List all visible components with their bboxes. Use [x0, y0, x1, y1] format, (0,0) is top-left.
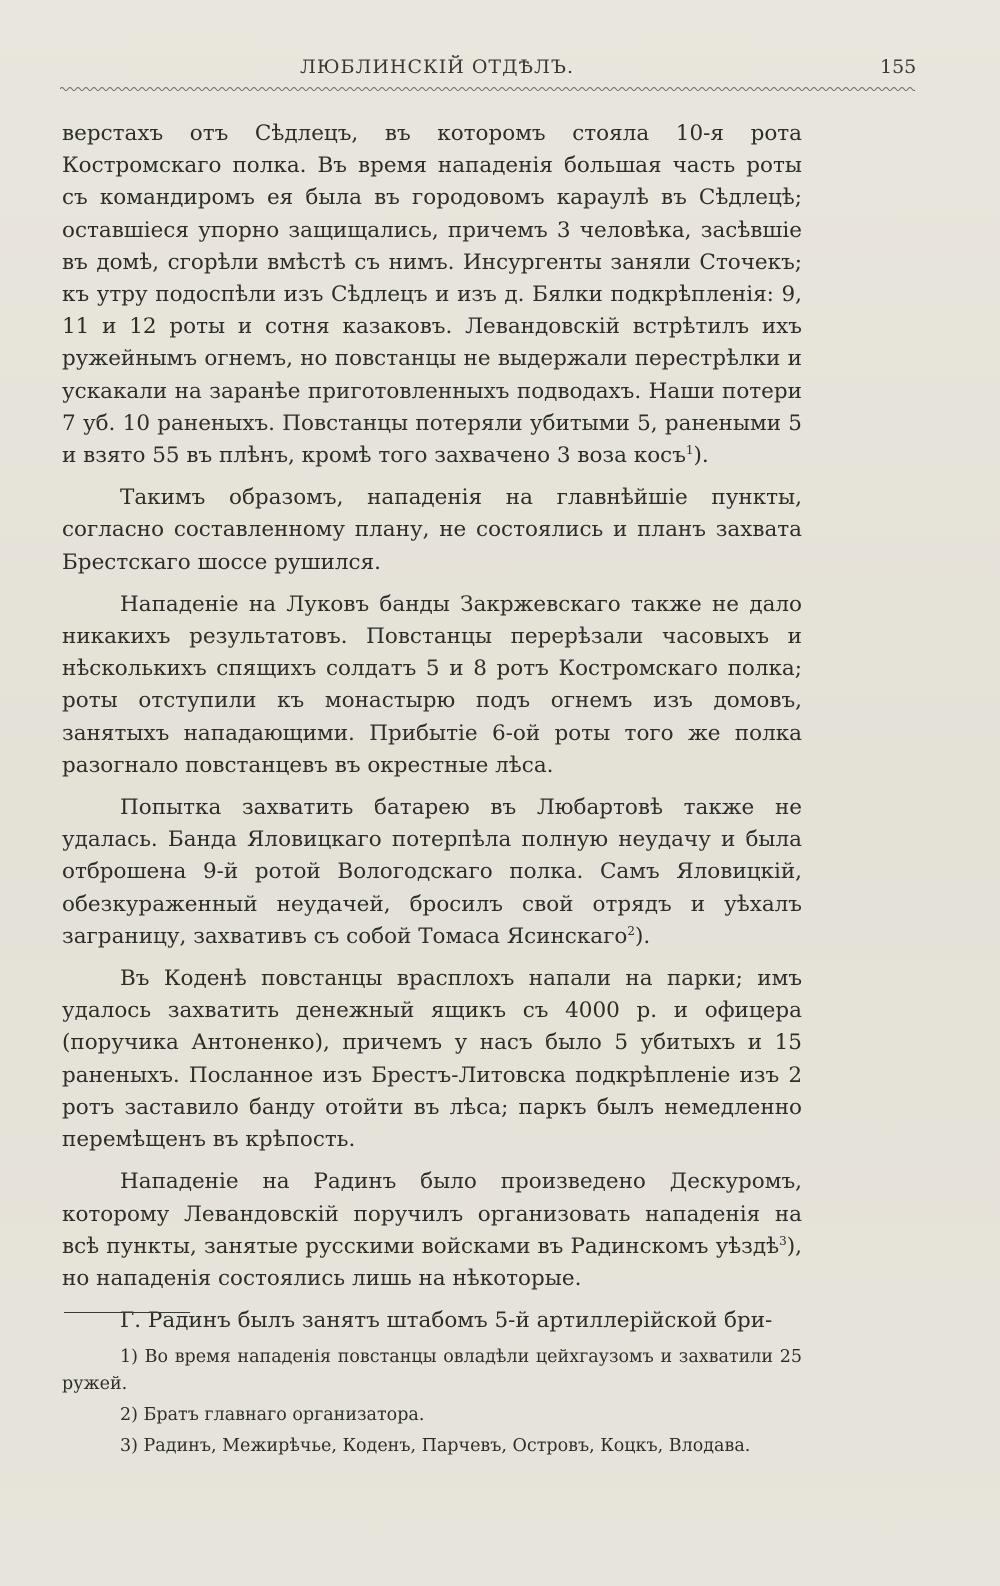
footnote: 3) Радинъ, Межирѣчье, Коденъ, Парчевъ, Островъ, Коцкъ, Влодава.: [120, 1436, 751, 1456]
paragraph-text: верстахъ отъ Сѣдлецъ, въ которомъ стояла 10-я рота Костромскаго полка. Въ время нападенія большая часть роты съ командиромъ ея была въ городовомъ караулѣ въ Сѣдлецѣ; оставшіеся упорно защищались, причемъ 3 человѣка, засѣвшіе въ домѣ, сгорѣли вмѣстѣ съ нимъ. Инсургенты заняли Сточекъ; къ утру подоспѣли изъ Сѣдлецъ и изъ д. Бялки подкрѣпленія: 9, 11 и 12 роты и сотня казаковъ. Левандовскій встрѣтилъ ихъ ружейнымъ огнемъ, но повстанцы не выдержали перестрѣлки и ускакали на заранѣе приготовленныхъ подводахъ. Наши потери 7 уб. 10 раненыхъ. Повстанцы потеряли убитыми 5, ранеными 5 и взято 55 въ плѣнъ, кромѣ того захвачено 3 воза косъ: [62, 121, 802, 469]
footnote-mark: 3: [120, 1436, 132, 1456]
footnote-mark: 2: [120, 1405, 132, 1425]
footnote-text: Радинъ, Межирѣчье, Коденъ, Парчевъ, Островъ, Коцкъ, Влодава.: [143, 1436, 751, 1456]
footnote: 2) Братъ главнаго организатора.: [120, 1405, 425, 1425]
paragraph: [62, 482, 802, 579]
paragraph-text: Нападеніе на Радинъ было произведено Дескуромъ, которому Левандовскій поручилъ организовать нападенія на всѣ пункты, занятые русскими войсками въ Радинскомъ уѣздѣ: [62, 1169, 802, 1259]
paragraph-text: Такимъ образомъ, нападенія на главнѣйшіе пункты, согласно составленному плану, не состоялись и планъ захвата Брестскаго шоссе рушился.: [62, 485, 802, 575]
footnote-mark: 1: [120, 1347, 132, 1367]
paragraph-text: Попытка захватить батарею въ Любартовѣ также не удалась. Банда Яловицкаго потерпѣла полную неудачу и была отброшена 9-й ротой Вологодскаго полка. Самъ Яловицкій, обезкураженный неудачей, бросилъ свой отрядъ и уѣхалъ заграницу, захвативъ съ собой Томаса Ясинскаго: [62, 795, 802, 949]
footnote-text: Во время нападенія повстанцы овладѣли цейхгаузомъ и захватили 25 ружей.: [62, 1347, 802, 1394]
footnotes: [62, 1344, 802, 1464]
footnote-ref: 2: [627, 923, 635, 938]
ref-close: ).: [693, 443, 709, 469]
paragraph-text: Г. Радинъ былъ занятъ штабомъ 5-й артиллерійской бри-: [120, 1308, 773, 1334]
main-text: [62, 118, 802, 1347]
paragraph: [62, 1305, 802, 1337]
paragraph: [62, 792, 802, 953]
paragraph: [62, 1166, 802, 1295]
footnote-ref: 3: [779, 1233, 787, 1248]
paragraph-text: но нападенія состоялись лишь на нѣкоторые.: [62, 1265, 582, 1291]
footnote-rule: [64, 1312, 190, 1313]
paragraph-text: Нападеніе на Луковъ банды Закржевскаго также не дало никакихъ результатовъ. Повстанцы перерѣзали часовыхъ и нѣсколькихъ спящихъ солдатъ 5 и 8 ротъ Костромскаго полка; роты отступили къ монастырю подъ огнемъ изъ домовъ, занятыхъ нападающими. Прибытіе 6-ой роты того же полка разогнало повстанцевъ въ окрестные лѣса.: [62, 591, 802, 778]
running-title: ЛЮБЛИНСКIЙ ОТДѢЛЪ.: [300, 56, 574, 78]
running-head: [0, 56, 1000, 86]
page-number: 155: [880, 56, 917, 78]
ref-close: ),: [786, 1233, 802, 1259]
ref-close: ).: [634, 923, 651, 949]
paragraph: [62, 963, 802, 1156]
footnote-ref: 1: [685, 442, 694, 457]
paragraph: [62, 118, 802, 472]
paragraph-text: Въ Коденѣ повстанцы врасплохъ напали на парки; имъ удалось захватить денежный ящикъ съ 4000 р. и офицера (поручика Антоненко), причемъ у насъ было 5 убитыхъ и 15 раненыхъ. Посланное изъ Брестъ-Литовска подкрѣпленіе изъ 2 ротъ заставило банду отойти въ лѣса; паркъ былъ немедленно перемѣщенъ въ крѣпость.: [62, 966, 802, 1153]
footnote: 1) Во время нападенія повстанцы овладѣли цейхгаузомъ и захватили 25 ружей.: [62, 1347, 802, 1394]
footnote-text: Братъ главнаго организатора.: [143, 1405, 425, 1425]
paragraph: [62, 589, 802, 782]
wavy-header-rule: [60, 84, 915, 94]
